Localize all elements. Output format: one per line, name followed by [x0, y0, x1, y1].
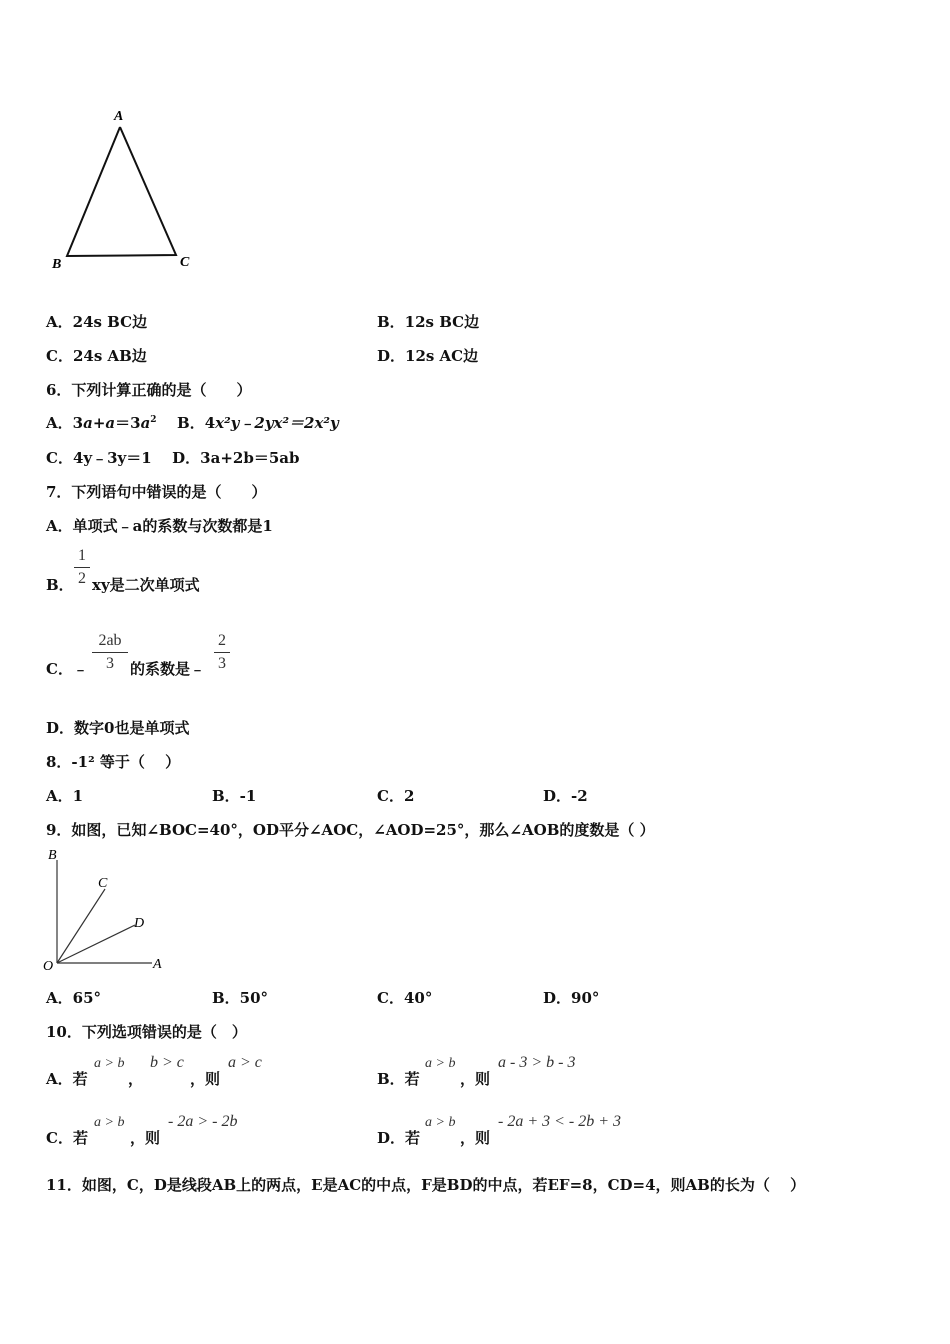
q5-option-a: A．24s BC边: [46, 313, 148, 331]
q10-d-then: ，则: [460, 1129, 491, 1147]
q10-a-cond2: b > c: [150, 1054, 184, 1071]
q9-option-b: B．50°: [212, 989, 269, 1007]
q6-options-ab: [46, 412, 339, 433]
point-a-label: A: [153, 957, 162, 972]
q10-c-result: - 2a > - 2b: [168, 1113, 238, 1130]
q6-stem: 6．下列计算正确的是（ ）: [46, 381, 252, 399]
q9-option-d: D．90°: [543, 989, 600, 1007]
q7-c-fraction2: [214, 632, 230, 673]
point-o-label: O: [43, 959, 54, 974]
q8-stem: 8．-1² 等于（ ）: [46, 753, 181, 771]
q6-options-cd: [46, 447, 299, 468]
q7-option-c-mid: 的系数是﹣: [130, 660, 206, 678]
q5-option-c: C．24s AB边: [46, 347, 147, 365]
point-c-label: C: [98, 876, 108, 891]
q10-b-label: B．若: [377, 1070, 420, 1088]
q7-b-fraction: [74, 547, 90, 588]
point-b-label: B: [48, 848, 57, 863]
q5-option-d: D．12s AC边: [377, 347, 479, 365]
q7-option-c-label: C．﹣: [46, 660, 88, 678]
q7-c-fraction: [92, 632, 128, 673]
q10-d-label: D．若: [377, 1129, 421, 1147]
q8-option-b: B．-1: [212, 787, 257, 805]
q10-c-cond: a > b: [94, 1115, 125, 1130]
q6-d: D．3a+2b＝5ab: [172, 449, 300, 467]
q8-option-a: A．1: [46, 787, 84, 805]
q8-option-c: C．2: [377, 787, 415, 805]
q10-a-label: A．若: [46, 1070, 88, 1088]
q7-option-d: D．数字0也是单项式: [46, 719, 190, 737]
q7-option-b-tail: xy是二次单项式: [92, 576, 200, 594]
q7-stem: 7．下列语句中错误的是（ ）: [46, 483, 267, 501]
q6-b-rest: x²y﹣2yx²＝2x²y: [215, 414, 339, 432]
point-d-label: D: [134, 916, 145, 931]
q7-b-numerator: 1: [78, 547, 86, 564]
q7-option-b-label: B．: [46, 576, 74, 594]
q6-a-var3: a: [140, 414, 151, 432]
angle-figure: [40, 845, 180, 975]
q9-option-a: A．65°: [46, 989, 102, 1007]
q7-option-a: A．单项式﹣a的系数与次数都是1: [46, 517, 273, 535]
q6-a-eq: ＝3: [115, 414, 141, 432]
q10-b-then: ，则: [460, 1070, 491, 1088]
q7-c-denominator2: 3: [218, 655, 226, 672]
vertex-a-label: A: [114, 109, 124, 124]
vertex-b-label: B: [52, 257, 62, 272]
q9-option-c: C．40°: [377, 989, 433, 1007]
q7-c-numerator: 2ab: [98, 632, 122, 649]
vertex-c-label: C: [180, 255, 190, 270]
q10-d-result: - 2a + 3 < - 2b + 3: [498, 1113, 622, 1130]
q6-c: C．4y﹣3y＝1: [46, 449, 152, 467]
q10-stem: 10．下列选项错误的是（ ）: [46, 1023, 247, 1041]
q10-d-cond: a > b: [425, 1115, 456, 1130]
q6-a-var1: a: [83, 414, 93, 432]
triangle-figure: [40, 100, 210, 280]
q7-c-denominator: 3: [106, 655, 114, 672]
q6-b-prefix: B．4: [177, 414, 216, 432]
q10-a-cond1: a > b: [94, 1056, 125, 1071]
q9-stem: 9．如图，已知∠BOC=40°，OD平分∠AOC，∠AOD=25°，那么∠AOB的度数是（ ）: [46, 821, 655, 839]
q6-a-prefix: A．3: [46, 414, 84, 432]
triangle-shape: [67, 127, 176, 256]
q10-a-result: a > c: [228, 1054, 262, 1071]
q8-option-d: D．-2: [543, 787, 588, 805]
q6-a-sup: 2: [150, 415, 157, 425]
q10-b-result: a - 3 > b - 3: [498, 1054, 576, 1071]
q6-a-var2: a: [105, 414, 116, 432]
q7-b-denominator: 2: [78, 570, 86, 587]
q10-c-then: ，则: [130, 1129, 161, 1147]
q6-a-plus: +: [92, 414, 106, 432]
q7-c-numerator2: 2: [218, 632, 226, 649]
q11-stem: 11．如图，C，D是线段AB上的两点，E是AC的中点，F是BD的中点，若EF=8，CD=4，则AB的长为（ ）: [46, 1176, 806, 1194]
q10-b-cond: a > b: [425, 1056, 456, 1071]
q10-a-then: ，则: [190, 1070, 221, 1088]
q5-option-b: B．12s BC边: [377, 313, 480, 331]
q10-c-label: C．若: [46, 1129, 88, 1147]
q10-a-comma: ，: [128, 1070, 144, 1088]
